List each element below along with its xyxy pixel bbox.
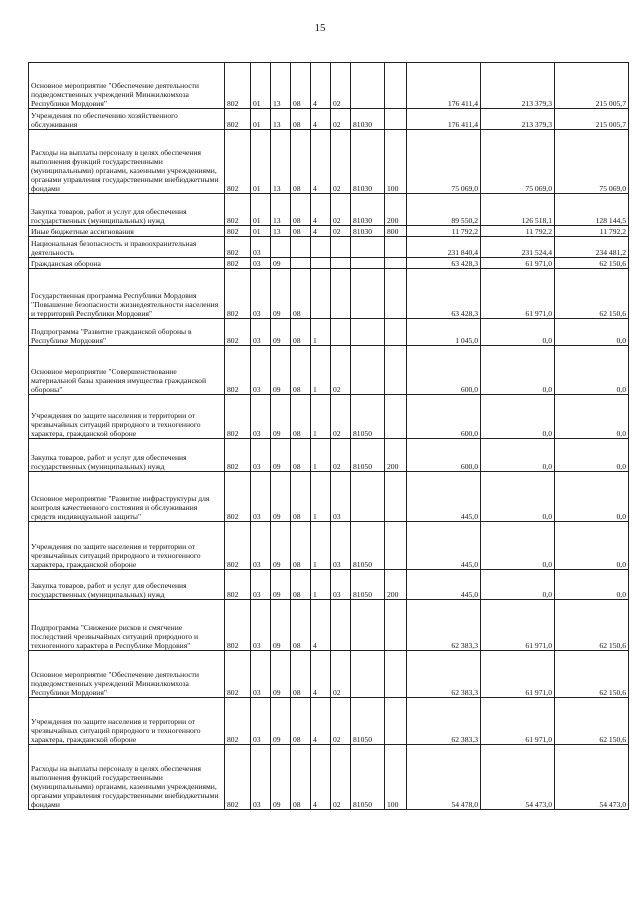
cell-y2: 0,0 xyxy=(481,395,555,439)
cell-vid xyxy=(385,698,407,745)
table-row xyxy=(29,522,629,570)
cell-y3: 62 150,6 xyxy=(555,698,629,745)
cell-y1: 445,0 xyxy=(407,472,481,522)
cell-dir xyxy=(351,600,385,651)
cell-rz: 03 xyxy=(251,698,271,745)
cell-sub: 4 xyxy=(311,600,331,651)
cell-ved: 802 xyxy=(225,472,251,522)
cell-dir xyxy=(351,269,385,319)
cell-y2: 61 971,0 xyxy=(481,269,555,319)
cell-mer: 03 xyxy=(331,570,351,600)
cell-dir: 81050 xyxy=(351,745,385,810)
cell-y3: 62 150,6 xyxy=(555,269,629,319)
cell-sub: 4 xyxy=(311,109,331,130)
cell-y1: 63 428,3 xyxy=(407,269,481,319)
table-row xyxy=(29,194,629,226)
cell-y2: 0,0 xyxy=(481,439,555,472)
cell-vid xyxy=(385,269,407,319)
cell-name: Расходы на выплаты персоналу в целях обеспечения выполнения функций государственными (муниципальными) органами, казенными учреждениями, органами управления государственными внебюджетными фондами xyxy=(29,130,225,194)
cell-prog: 08 xyxy=(291,226,311,237)
cell-vid: 100 xyxy=(385,745,407,810)
table-row xyxy=(29,226,629,237)
cell-mer: 02 xyxy=(331,395,351,439)
cell-mer: 02 xyxy=(331,194,351,226)
cell-name: Учреждения по обеспечению хозяйственного обслуживания xyxy=(29,109,225,130)
cell-mer: 02 xyxy=(331,130,351,194)
cell-dir xyxy=(351,258,385,269)
cell-dir: 81050 xyxy=(351,570,385,600)
cell-name: Основное мероприятие "Совершенствование материальной базы хранения имущества гражданской обороны" xyxy=(29,346,225,395)
cell-rz: 03 xyxy=(251,346,271,395)
cell-prog: 08 xyxy=(291,570,311,600)
cell-y1: 1 045,0 xyxy=(407,319,481,346)
cell-mer: 02 xyxy=(331,651,351,698)
cell-pr: 09 xyxy=(271,395,291,439)
table-row xyxy=(29,439,629,472)
cell-name: Подпрограмма "Снижение рисков и смягчение последствий чрезвычайных ситуаций природного и техногенного характера в Республике Мордовия" xyxy=(29,600,225,651)
cell-sub: 4 xyxy=(311,63,331,109)
cell-sub: 1 xyxy=(311,439,331,472)
cell-y2: 0,0 xyxy=(481,472,555,522)
cell-y1: 231 840,4 xyxy=(407,237,481,258)
cell-dir xyxy=(351,472,385,522)
cell-name: Основное мероприятие "Развитие инфраструктуры для контроля качественного состояния и обслуживания средств индивидуальной защиты" xyxy=(29,472,225,522)
cell-y1: 62 383,3 xyxy=(407,698,481,745)
cell-ved: 802 xyxy=(225,439,251,472)
cell-prog: 08 xyxy=(291,522,311,570)
cell-pr: 09 xyxy=(271,269,291,319)
cell-sub: 4 xyxy=(311,698,331,745)
cell-rz: 03 xyxy=(251,522,271,570)
cell-rz: 03 xyxy=(251,570,271,600)
cell-pr: 13 xyxy=(271,194,291,226)
cell-y3: 75 069,0 xyxy=(555,130,629,194)
cell-y3: 62 150,6 xyxy=(555,600,629,651)
cell-sub: 4 xyxy=(311,745,331,810)
cell-rz: 03 xyxy=(251,269,271,319)
cell-dir: 81050 xyxy=(351,698,385,745)
cell-pr: 13 xyxy=(271,109,291,130)
cell-y1: 63 428,3 xyxy=(407,258,481,269)
cell-name: Учреждения по защите населения и территории от чрезвычайных ситуаций природного и техногенного характера, гражданской обороне xyxy=(29,522,225,570)
table-row xyxy=(29,346,629,395)
cell-sub: 1 xyxy=(311,346,331,395)
cell-pr: 09 xyxy=(271,570,291,600)
cell-y2: 54 473,0 xyxy=(481,745,555,810)
cell-ved: 802 xyxy=(225,226,251,237)
cell-sub: 4 xyxy=(311,651,331,698)
cell-y1: 62 383,3 xyxy=(407,651,481,698)
cell-dir: 81030 xyxy=(351,109,385,130)
cell-prog xyxy=(291,237,311,258)
table-row xyxy=(29,472,629,522)
cell-dir: 81050 xyxy=(351,522,385,570)
cell-rz: 03 xyxy=(251,651,271,698)
cell-vid xyxy=(385,237,407,258)
cell-dir: 81050 xyxy=(351,395,385,439)
cell-prog: 08 xyxy=(291,439,311,472)
cell-prog: 08 xyxy=(291,269,311,319)
cell-y1: 11 792,2 xyxy=(407,226,481,237)
cell-pr xyxy=(271,237,291,258)
cell-rz: 03 xyxy=(251,745,271,810)
cell-pr: 09 xyxy=(271,472,291,522)
cell-y1: 75 069,0 xyxy=(407,130,481,194)
table-row xyxy=(29,258,629,269)
cell-pr: 09 xyxy=(271,698,291,745)
cell-prog: 08 xyxy=(291,600,311,651)
cell-sub xyxy=(311,258,331,269)
cell-y2: 0,0 xyxy=(481,346,555,395)
cell-name: Учреждения по защите населения и территории от чрезвычайных ситуаций природного и техногенного характера, гражданской обороне xyxy=(29,698,225,745)
budget-table xyxy=(28,62,629,810)
cell-name: Основное мероприятие "Обеспечение деятельности подведомственных учреждений Минжилкомхоза Республики Мордовия" xyxy=(29,651,225,698)
table-row xyxy=(29,570,629,600)
cell-sub xyxy=(311,237,331,258)
cell-prog: 08 xyxy=(291,472,311,522)
cell-rz: 01 xyxy=(251,194,271,226)
cell-ved: 802 xyxy=(225,269,251,319)
cell-rz: 01 xyxy=(251,63,271,109)
cell-vid: 100 xyxy=(385,130,407,194)
cell-name: Основное мероприятие "Обеспечение деятельности подведомственных учреждений Минжилкомхоза Республики Мордовия" xyxy=(29,63,225,109)
cell-name: Национальная безопасность и правоохранительная деятельность xyxy=(29,237,225,258)
cell-mer: 02 xyxy=(331,226,351,237)
cell-y2: 213 379,3 xyxy=(481,109,555,130)
cell-pr: 13 xyxy=(271,226,291,237)
cell-sub: 1 xyxy=(311,319,331,346)
cell-name: Гражданская оборона xyxy=(29,258,225,269)
cell-ved: 802 xyxy=(225,651,251,698)
table-row xyxy=(29,319,629,346)
cell-ved: 802 xyxy=(225,194,251,226)
cell-mer: 03 xyxy=(331,472,351,522)
cell-dir: 81030 xyxy=(351,130,385,194)
cell-pr: 09 xyxy=(271,439,291,472)
cell-mer xyxy=(331,269,351,319)
cell-vid xyxy=(385,258,407,269)
cell-ved: 802 xyxy=(225,319,251,346)
cell-sub: 1 xyxy=(311,395,331,439)
cell-y1: 445,0 xyxy=(407,522,481,570)
cell-rz: 03 xyxy=(251,472,271,522)
cell-vid: 200 xyxy=(385,570,407,600)
cell-mer: 03 xyxy=(331,522,351,570)
cell-vid: 200 xyxy=(385,439,407,472)
cell-mer: 02 xyxy=(331,109,351,130)
cell-pr: 09 xyxy=(271,258,291,269)
table-row xyxy=(29,130,629,194)
cell-ved: 802 xyxy=(225,63,251,109)
cell-pr: 13 xyxy=(271,63,291,109)
cell-dir: 81030 xyxy=(351,194,385,226)
cell-y3: 0,0 xyxy=(555,570,629,600)
cell-sub: 4 xyxy=(311,194,331,226)
cell-mer xyxy=(331,600,351,651)
cell-y2: 231 524,4 xyxy=(481,237,555,258)
cell-vid xyxy=(385,472,407,522)
cell-vid xyxy=(385,395,407,439)
cell-y3: 62 150,6 xyxy=(555,651,629,698)
cell-y2: 61 971,0 xyxy=(481,651,555,698)
cell-dir xyxy=(351,237,385,258)
cell-pr: 09 xyxy=(271,522,291,570)
cell-mer: 02 xyxy=(331,698,351,745)
cell-y3: 0,0 xyxy=(555,472,629,522)
cell-vid xyxy=(385,319,407,346)
cell-name: Учреждения по защите населения и территории от чрезвычайных ситуаций природного и техногенного характера, гражданской обороне xyxy=(29,395,225,439)
table-row xyxy=(29,63,629,109)
cell-rz: 01 xyxy=(251,109,271,130)
cell-sub: 1 xyxy=(311,522,331,570)
table-row xyxy=(29,269,629,319)
cell-mer xyxy=(331,237,351,258)
cell-prog: 08 xyxy=(291,130,311,194)
cell-name: Закупка товаров, работ и услуг для обеспечения государственных (муниципальных) нужд xyxy=(29,439,225,472)
table-row xyxy=(29,600,629,651)
cell-y3: 0,0 xyxy=(555,319,629,346)
table-row xyxy=(29,395,629,439)
cell-mer: 02 xyxy=(331,346,351,395)
cell-ved: 802 xyxy=(225,395,251,439)
cell-prog: 08 xyxy=(291,63,311,109)
cell-y3: 62 150,6 xyxy=(555,258,629,269)
cell-name: Государственная программа Республики Мордовия "Повышение безопасности жизнедеятельности населения и территорий Республики Мордовия" xyxy=(29,269,225,319)
cell-prog: 08 xyxy=(291,395,311,439)
table-row xyxy=(29,651,629,698)
cell-prog xyxy=(291,258,311,269)
table-row xyxy=(29,745,629,810)
cell-y1: 600,0 xyxy=(407,346,481,395)
cell-mer: 02 xyxy=(331,63,351,109)
cell-vid xyxy=(385,63,407,109)
cell-name: Расходы на выплаты персоналу в целях обеспечения выполнения функций государственными (муниципальными) органами, казенными учреждениями, органами управления государственными внебюджетными фондами xyxy=(29,745,225,810)
cell-y1: 89 550,2 xyxy=(407,194,481,226)
cell-pr: 09 xyxy=(271,600,291,651)
table-row xyxy=(29,109,629,130)
cell-prog: 08 xyxy=(291,698,311,745)
cell-ved: 802 xyxy=(225,745,251,810)
cell-rz: 01 xyxy=(251,226,271,237)
table-row xyxy=(29,237,629,258)
cell-y1: 600,0 xyxy=(407,395,481,439)
cell-ved: 802 xyxy=(225,346,251,395)
cell-y3: 0,0 xyxy=(555,439,629,472)
cell-prog: 08 xyxy=(291,745,311,810)
cell-dir xyxy=(351,651,385,698)
cell-y1: 445,0 xyxy=(407,570,481,600)
cell-mer: 02 xyxy=(331,439,351,472)
cell-vid xyxy=(385,109,407,130)
cell-y3: 215 005,7 xyxy=(555,63,629,109)
cell-mer xyxy=(331,319,351,346)
cell-sub: 1 xyxy=(311,570,331,600)
cell-sub: 4 xyxy=(311,130,331,194)
cell-dir xyxy=(351,319,385,346)
cell-y2: 75 069,0 xyxy=(481,130,555,194)
cell-vid xyxy=(385,600,407,651)
cell-name: Подпрограмма "Развитие гражданской обороны в Республике Мордовия" xyxy=(29,319,225,346)
cell-rz: 03 xyxy=(251,237,271,258)
cell-y2: 0,0 xyxy=(481,319,555,346)
cell-y1: 600,0 xyxy=(407,439,481,472)
cell-prog: 08 xyxy=(291,109,311,130)
cell-name: Закупка товаров, работ и услуг для обеспечения государственных (муниципальных) нужд xyxy=(29,194,225,226)
cell-pr: 09 xyxy=(271,745,291,810)
cell-y3: 11 792,2 xyxy=(555,226,629,237)
cell-y3: 128 144,5 xyxy=(555,194,629,226)
cell-rz: 03 xyxy=(251,395,271,439)
cell-mer xyxy=(331,258,351,269)
cell-y2: 0,0 xyxy=(481,522,555,570)
cell-vid: 800 xyxy=(385,226,407,237)
cell-pr: 09 xyxy=(271,319,291,346)
cell-y3: 234 481,2 xyxy=(555,237,629,258)
cell-y3: 0,0 xyxy=(555,395,629,439)
cell-y2: 213 379,3 xyxy=(481,63,555,109)
cell-y2: 61 971,0 xyxy=(481,258,555,269)
cell-vid xyxy=(385,651,407,698)
cell-y3: 54 473,0 xyxy=(555,745,629,810)
cell-prog: 08 xyxy=(291,346,311,395)
cell-rz: 01 xyxy=(251,130,271,194)
cell-y2: 61 971,0 xyxy=(481,600,555,651)
cell-ved: 802 xyxy=(225,698,251,745)
cell-rz: 03 xyxy=(251,258,271,269)
cell-ved: 802 xyxy=(225,522,251,570)
cell-sub: 4 xyxy=(311,226,331,237)
cell-pr: 13 xyxy=(271,130,291,194)
cell-vid: 200 xyxy=(385,194,407,226)
cell-y3: 0,0 xyxy=(555,522,629,570)
cell-pr: 09 xyxy=(271,651,291,698)
cell-ved: 802 xyxy=(225,237,251,258)
cell-y2: 126 518,1 xyxy=(481,194,555,226)
cell-vid xyxy=(385,346,407,395)
cell-mer: 02 xyxy=(331,745,351,810)
cell-prog: 08 xyxy=(291,651,311,698)
cell-sub: 1 xyxy=(311,472,331,522)
cell-pr: 09 xyxy=(271,346,291,395)
cell-ved: 802 xyxy=(225,600,251,651)
cell-y1: 176 411,4 xyxy=(407,63,481,109)
cell-name: Закупка товаров, работ и услуг для обеспечения государственных (муниципальных) нужд xyxy=(29,570,225,600)
cell-ved: 802 xyxy=(225,570,251,600)
cell-dir xyxy=(351,346,385,395)
cell-ved: 802 xyxy=(225,130,251,194)
cell-y1: 54 478,0 xyxy=(407,745,481,810)
cell-dir: 81050 xyxy=(351,439,385,472)
cell-name: Иные бюджетные ассигнования xyxy=(29,226,225,237)
cell-sub xyxy=(311,269,331,319)
cell-rz: 03 xyxy=(251,439,271,472)
cell-y1: 62 383,3 xyxy=(407,600,481,651)
cell-prog: 08 xyxy=(291,319,311,346)
cell-y3: 215 005,7 xyxy=(555,109,629,130)
cell-y2: 0,0 xyxy=(481,570,555,600)
cell-dir xyxy=(351,63,385,109)
page-number: 15 xyxy=(314,22,326,34)
cell-y2: 11 792,2 xyxy=(481,226,555,237)
cell-dir: 81030 xyxy=(351,226,385,237)
table-row xyxy=(29,698,629,745)
cell-y2: 61 971,0 xyxy=(481,698,555,745)
cell-vid xyxy=(385,522,407,570)
cell-rz: 03 xyxy=(251,319,271,346)
cell-ved: 802 xyxy=(225,109,251,130)
cell-y1: 176 411,4 xyxy=(407,109,481,130)
cell-y3: 0,0 xyxy=(555,346,629,395)
cell-ved: 802 xyxy=(225,258,251,269)
cell-prog: 08 xyxy=(291,194,311,226)
cell-rz: 03 xyxy=(251,600,271,651)
